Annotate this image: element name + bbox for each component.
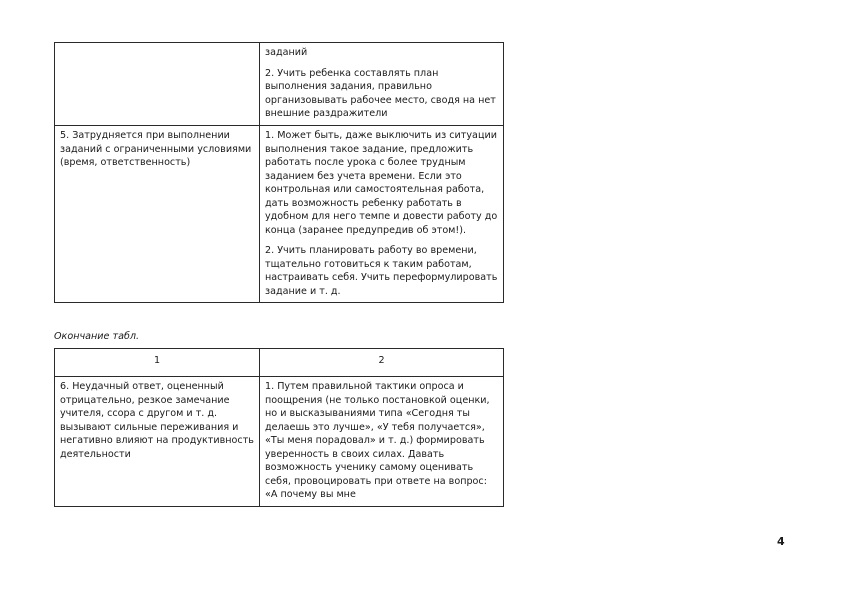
recommendation-paragraph: 2. Учить ребенка составлять план выполнения задания, правильно организовывать рабочее место, сводя на нет внешние раздражители: [265, 67, 496, 119]
table-cell-recommendation: [260, 377, 504, 507]
recommendation-paragraph: заданий: [265, 47, 308, 58]
column-header-1: 1: [55, 349, 260, 377]
recommendation-paragraph: 2. Учить планировать работу во времени, тщательно готовиться к таким работам, настраивать себя. Учить переформулировать задание и т. д.: [265, 245, 498, 297]
page-number: 4: [777, 535, 785, 548]
table-cell-problem: 6. Неудачный ответ, оцененный отрицательно, резкое замечание учителя, ссора с другом и т. д. вызывают сильные переживания и негативно влияют на продуктивность деятельности: [55, 377, 260, 507]
table-cell-problem: [55, 43, 260, 126]
column-header-2: 2: [260, 349, 504, 377]
table-header-row: [55, 349, 504, 377]
table-caption: Окончание табл.: [54, 331, 140, 342]
table-cell-recommendation: [260, 43, 504, 126]
table-cell-problem: 5. Затрудняется при выполнении заданий с ограниченными условиями (время, ответственность): [55, 126, 260, 303]
table-row: [55, 377, 504, 507]
table-row: [55, 126, 504, 303]
table-row: [55, 43, 504, 126]
table-ending: [54, 348, 504, 507]
table-continuation: [54, 42, 504, 303]
recommendation-paragraph: 1. Путем правильной тактики опроса и поощрения (не только постановкой оценки, но и высказываниями типа «Сегодня ты делаешь это лучше», «У тебя получается», «Ты меня порадовал» и т. д.) формировать уверенность в своих силах. Давать возможность ученику самому оценивать себя, провоцировать при ответе на вопрос: «А почему вы мне: [265, 381, 490, 500]
recommendation-paragraph: 1. Может быть, даже выключить из ситуации выполнения такое задание, предложить работать после урока с более трудным заданием без учета времени. Если это контрольная или самостоятельная работа, дать возможность ребенку работать в удобном для него темпе и довести работу до конца (заранее предупредив об этом!).: [265, 130, 498, 236]
table-cell-recommendation: [260, 126, 504, 303]
